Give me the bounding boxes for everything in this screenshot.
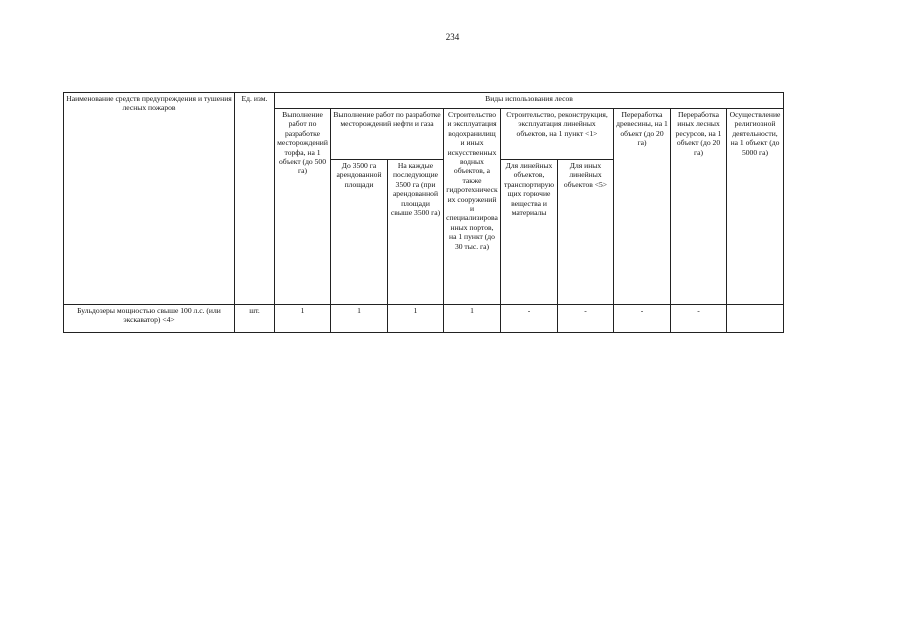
row-value-religious	[727, 305, 784, 333]
row-value-linear-sub1: -	[501, 305, 558, 333]
header-col-peat: Выполнение работ по разработке месторождений торфа, на 1 объект (до 500 га)	[275, 109, 331, 305]
header-col-linear: Строительство, реконструкция, эксплуатация линейных объектов, на 1 пункт <1>	[501, 109, 614, 160]
header-group-title: Виды использования лесов	[275, 93, 784, 109]
norms-table	[63, 92, 784, 333]
header-col-oil-gas-sub2: На каждые последующие 3500 га (при арендованной площади свыше 3500 га)	[388, 160, 444, 305]
page-number: 234	[445, 32, 460, 42]
row-value-wood: -	[614, 305, 671, 333]
header-col-oil-gas: Выполнение работ по разработке месторождений нефти и газа	[331, 109, 444, 160]
header-name-col: Наименование средств предупреждения и тушения лесных пожаров	[64, 93, 235, 305]
row-value-oil-gas-sub1: 1	[331, 305, 388, 333]
header-col-religious: Осуществление религиозной деятельности, на 1 объект (до 5000 га)	[727, 109, 784, 305]
row-value-water: 1	[444, 305, 501, 333]
row-value-oil-gas-sub2: 1	[388, 305, 444, 333]
table-row	[64, 305, 784, 333]
row-value-linear-sub2: -	[558, 305, 614, 333]
row-value-peat: 1	[275, 305, 331, 333]
header-col-linear-sub2: Для иных линейных объектов <5>	[558, 160, 614, 305]
row-value-other-resources: -	[671, 305, 727, 333]
header-col-other-resources: Переработка иных лесных ресурсов, на 1 объект (до 20 га)	[671, 109, 727, 305]
header-col-oil-gas-sub1: До 3500 га арендованной площади	[331, 160, 388, 305]
header-col-water: Строительство и эксплуатация водохранилищ и иных искусственных водных объектов, а также гидротехнических сооружений и специализированных портов, на 1 пункт (до 30 тыс. га)	[444, 109, 501, 305]
row-unit: шт.	[235, 305, 275, 333]
row-name: Бульдозеры мощностью свыше 100 л.с. (или экскаватор) <4>	[64, 305, 235, 333]
header-row-1	[64, 93, 784, 109]
header-col-linear-sub1: Для линейных объектов, транспортирующих горючие вещества и материалы	[501, 160, 558, 305]
header-col-wood: Переработка древесины, на 1 объект (до 20 га)	[614, 109, 671, 305]
header-unit-col: Ед. изм.	[235, 93, 275, 305]
